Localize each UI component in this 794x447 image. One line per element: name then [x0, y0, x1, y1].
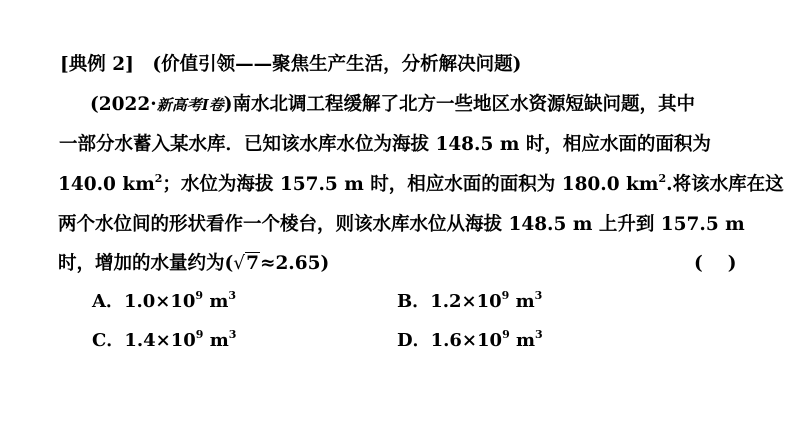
problem-line-5: [58, 251, 329, 277]
sqrt-symbol: √: [233, 253, 246, 274]
option-c: [92, 328, 236, 354]
line5-head: 时，增加的水量约为(: [58, 253, 234, 274]
problem-line-2: 一部分水蓄入某水库．已知该水库水位为海拔 148.5 m 时，相应水面的面积为: [59, 134, 711, 155]
line1-text: 南水北调工程缓解了北方一些地区水资源短缺问题，其中: [232, 94, 695, 115]
option-d: [397, 328, 543, 354]
option-coef: 1.0×10: [123, 291, 196, 312]
area-low: 140.0 km: [58, 174, 155, 195]
option-exp: 9: [501, 289, 510, 302]
problem-line-4: 两个水位间的形状看作一个棱台，则该水库水位从海拔 148.5 m 上升到 157.5 m: [58, 214, 745, 235]
option-unit-exp: 3: [228, 289, 237, 302]
option-coef: 1.4×10: [124, 330, 196, 351]
line5-tail: ≈2.65): [259, 253, 330, 274]
option-label: C．: [92, 330, 125, 351]
line3-tail: .将该水库在这: [666, 174, 784, 195]
option-unit-exp: 3: [535, 328, 543, 341]
source-close: ): [223, 94, 233, 115]
option-exp: 9: [502, 328, 510, 341]
option-unit-exp: 3: [534, 289, 543, 302]
option-exp: 9: [195, 289, 204, 302]
option-label: A．: [92, 291, 124, 312]
area-high: ；水位为海拔 157.5 m 时，相应水面的面积为 180.0 km: [162, 174, 659, 195]
source-name: 新高考Ⅰ卷: [156, 96, 224, 114]
example-heading: [典例 2] (价值引领——聚焦生产生活，分析解决问题): [60, 54, 522, 75]
sqrt-radicand: 7: [246, 253, 259, 274]
area-low-unit-exp: 2: [154, 172, 163, 185]
sqrt-expression: [233, 251, 260, 277]
option-coef: 1.2×10: [430, 291, 502, 312]
option-unit-exp: 3: [228, 328, 237, 341]
option-exp: 9: [195, 328, 204, 341]
option-unit: m: [509, 291, 535, 312]
option-label: D．: [397, 330, 431, 351]
area-high-unit-exp: 2: [658, 172, 667, 185]
option-b: [397, 289, 542, 315]
option-coef: 1.6×10: [430, 330, 503, 351]
problem-line-3: [58, 172, 784, 198]
option-unit: m: [509, 330, 536, 351]
option-a: [92, 289, 236, 315]
source-year: (2022·: [90, 94, 157, 115]
answer-blank: ( ): [694, 253, 737, 274]
option-label: B．: [397, 291, 431, 312]
option-unit: m: [203, 291, 229, 312]
option-unit: m: [203, 330, 229, 351]
problem-line-1: [90, 92, 695, 118]
